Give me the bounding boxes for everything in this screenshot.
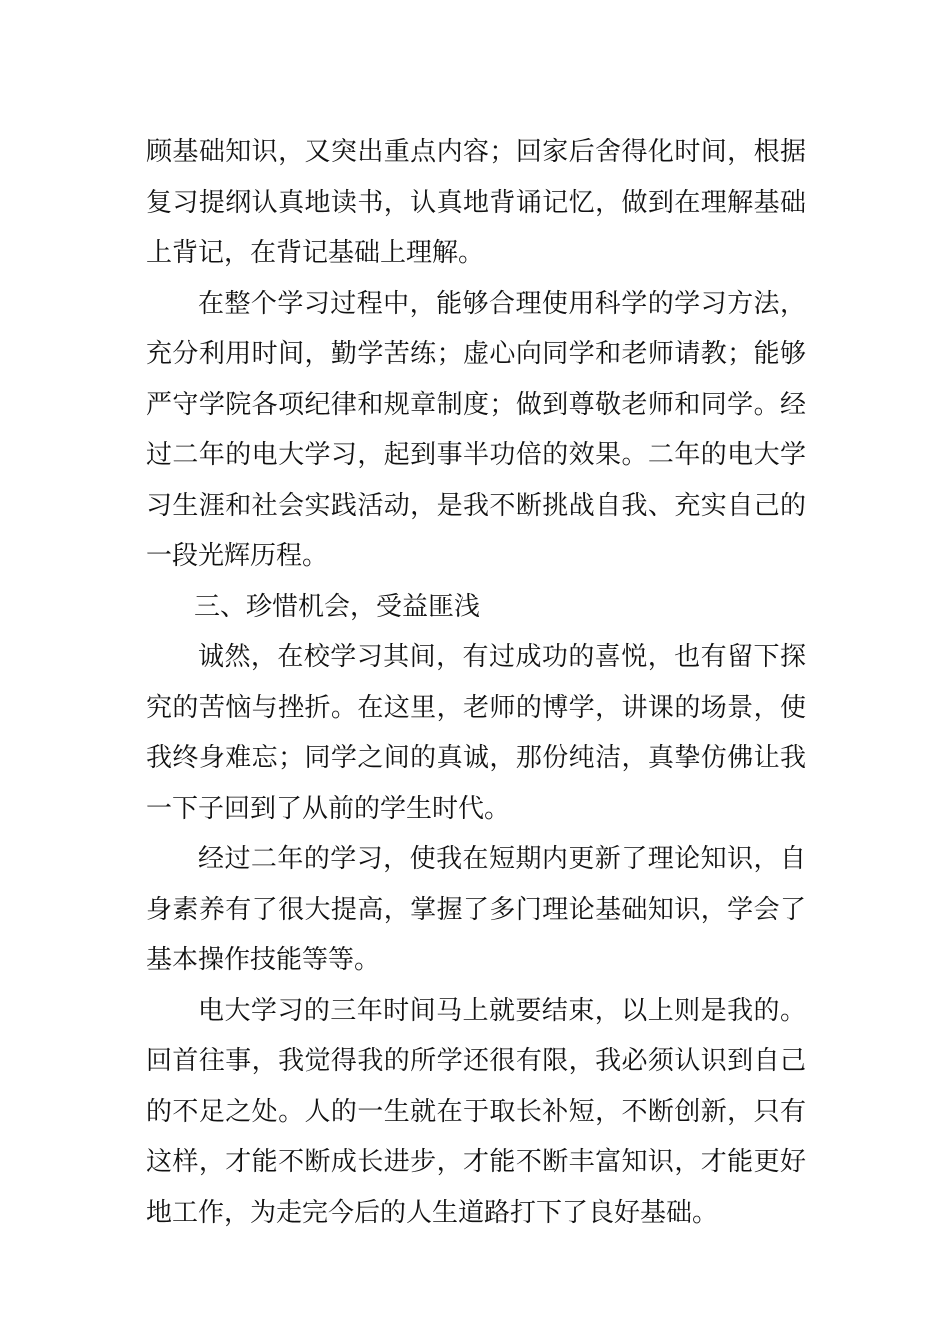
paragraph-school-experience: 诚然，在校学习其间，有过成功的喜悦，也有留下探究的苦恼与挫折。在这里，老师的博学，讲课的场景，使我终身难忘；同学之间的真诚，那份纯洁，真挚仿佛让我一下子回到了从前的学生时代。 xyxy=(146,642,806,824)
paragraph-continued-review: 顾基础知识，又突出重点内容；回家后舍得化时间，根据复习提纲认真地读书，认真地背诵记忆，做到在理解基础上背记，在背记基础上理解。 xyxy=(146,137,806,268)
paragraph-two-year-study: 经过二年的学习，使我在短期内更新了理论知识，自身素养有了很大提高，掌握了多门理论基础知识，学会了基本操作技能等等。 xyxy=(146,844,806,975)
paragraph-conclusion: 电大学习的三年时间马上就要结束，以上则是我的。回首往事，我觉得我的所学还很有限，我必须认识到自己的不足之处。人的一生就在于取长补短，不断创新，只有这样，才能不断成长进步，才能不断丰富知识，才能更好地工作，为走完今后的人生道路打下了良好基础。 xyxy=(146,995,806,1228)
document-body xyxy=(146,127,806,1238)
section-heading-cherish-opportunity: 三、珍惜机会，受益匪浅 xyxy=(194,591,481,622)
paragraph-study-methods: 在整个学习过程中，能够合理使用科学的学习方法，充分利用时间，勤学苦练；虚心向同学和老师请教；能够严守学院各项纪律和规章制度；做到尊敬老师和同学。经过二年的电大学习，起到事半功倍的效果。二年的电大学习生涯和社会实践活动，是我不断挑战自我、充实自己的一段光辉历程。 xyxy=(146,288,806,571)
